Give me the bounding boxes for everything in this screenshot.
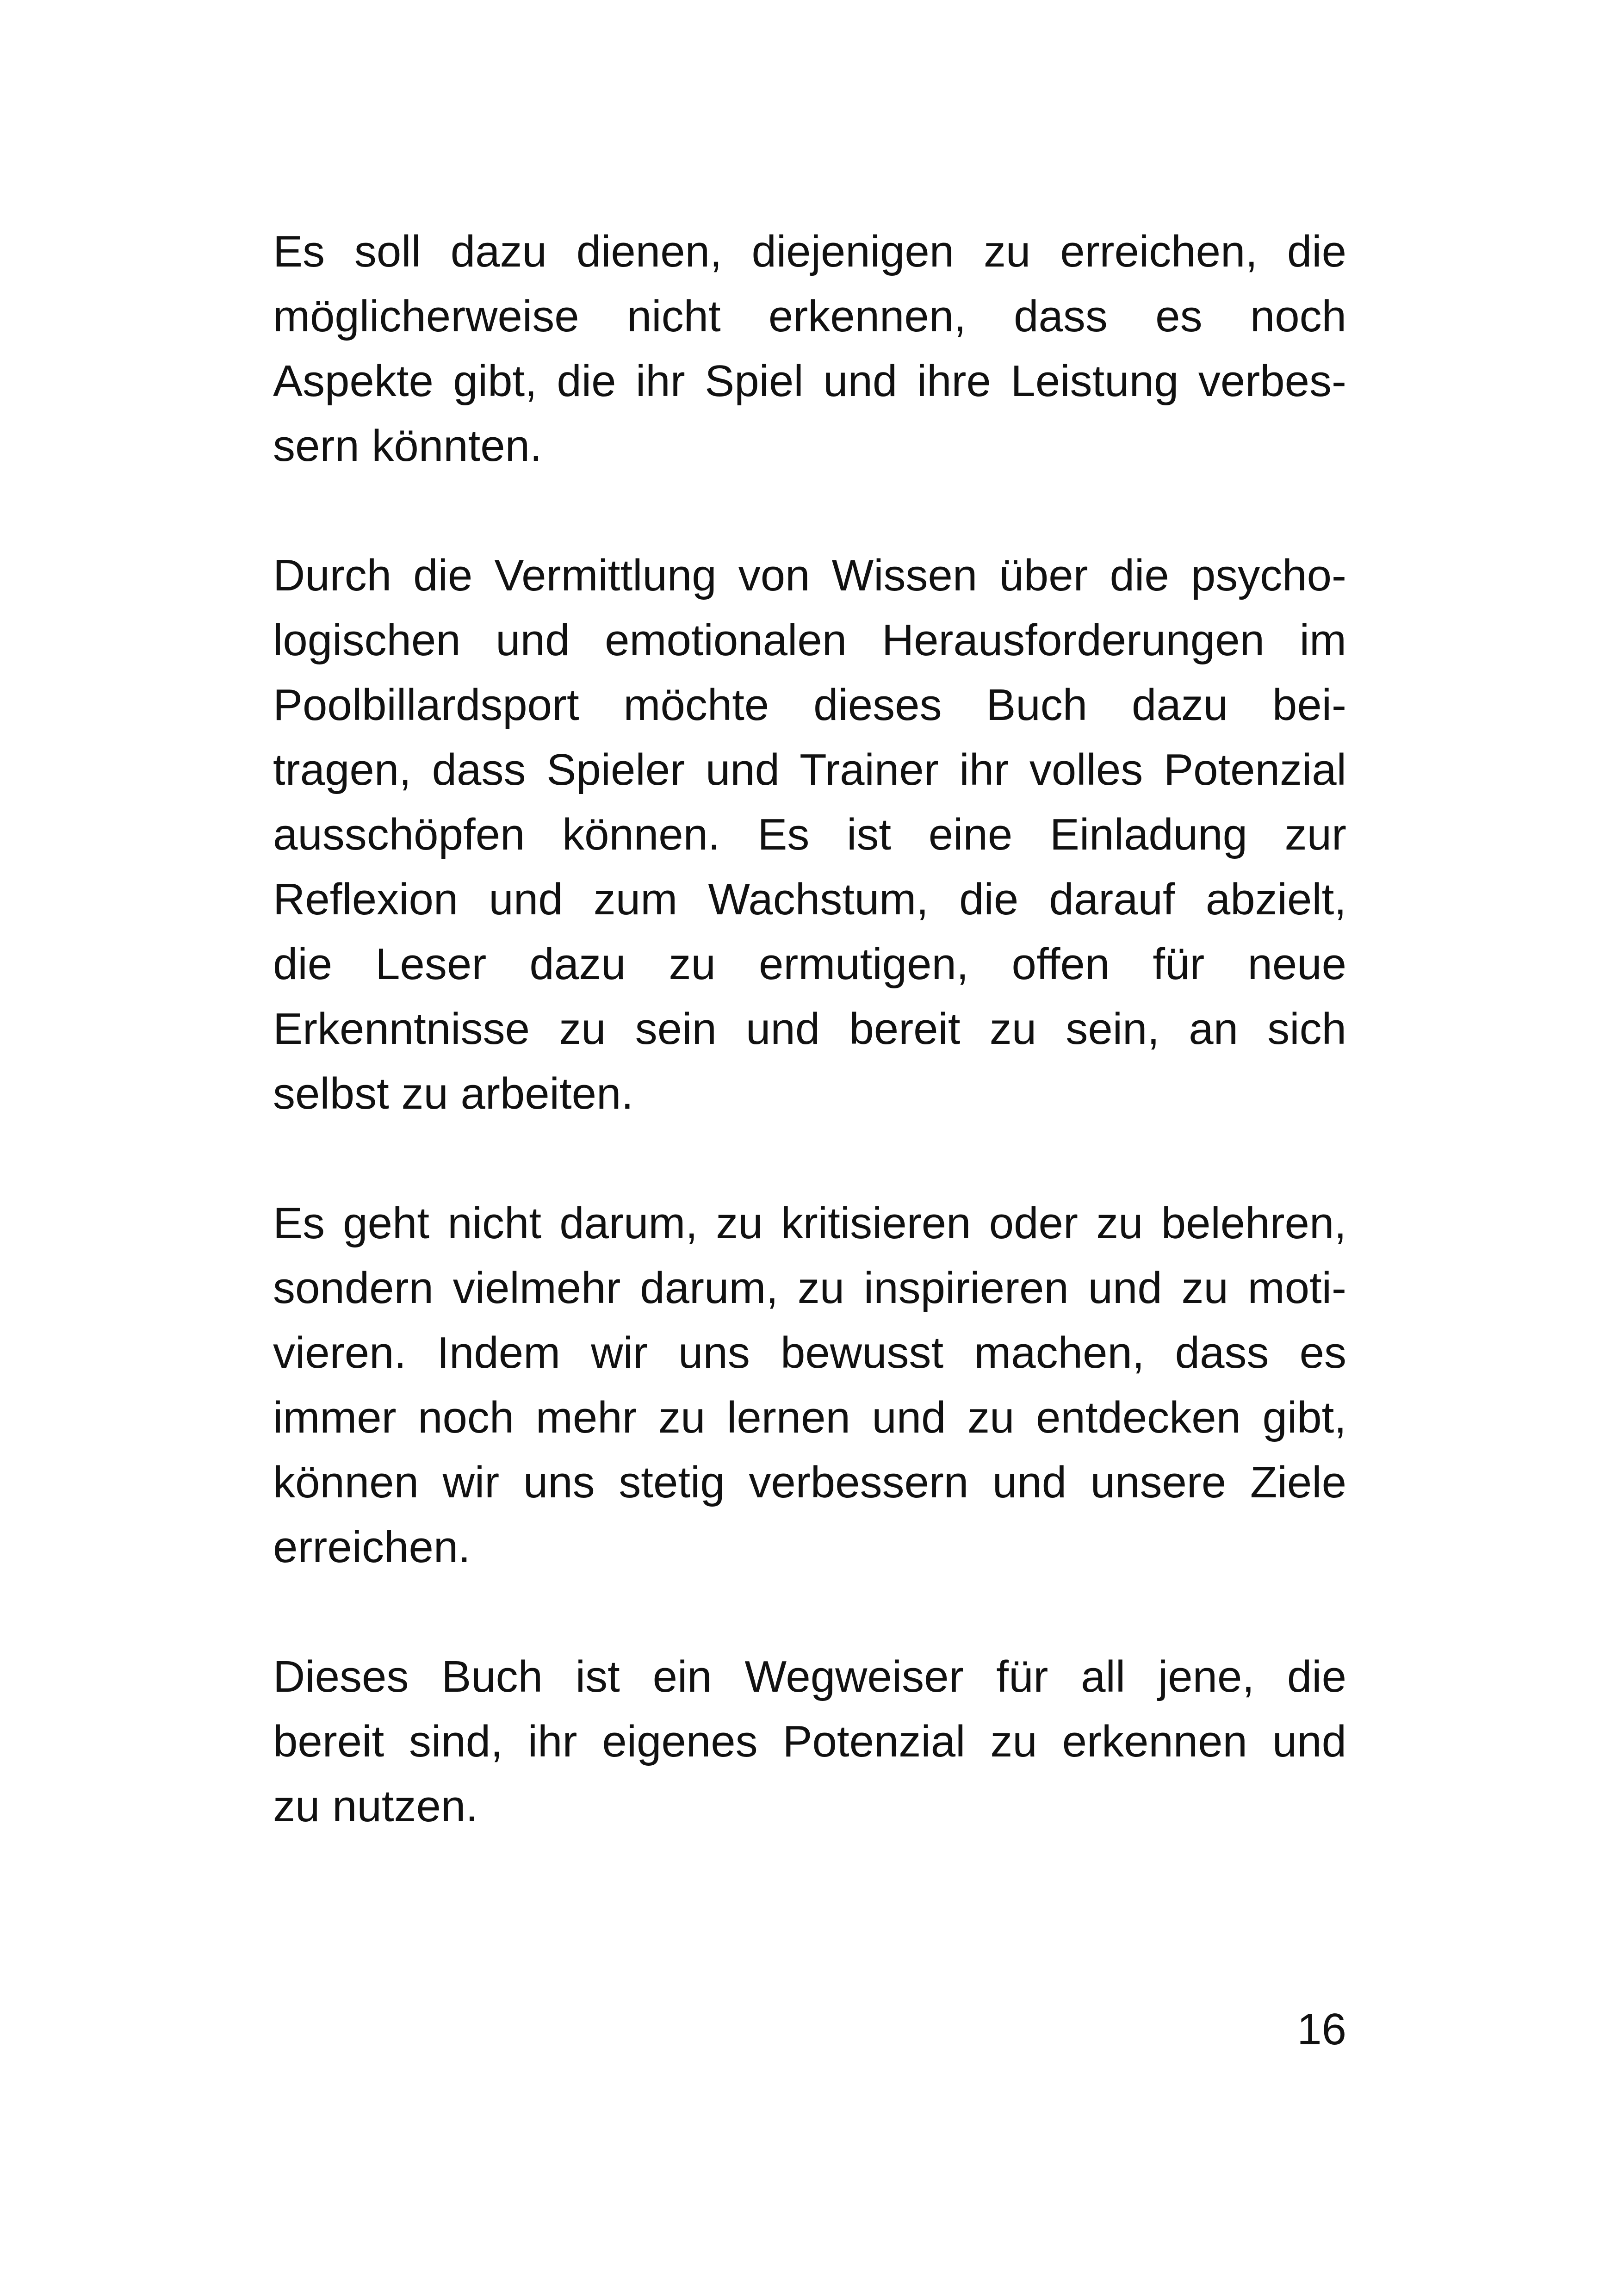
paragraph-2 bbox=[273, 543, 1346, 1126]
text-line: vieren. Indem wir uns bewusst machen, dass es bbox=[273, 1328, 1346, 1378]
paragraph-4 bbox=[273, 1644, 1346, 1839]
text-line: Poolbillardsport möchte dieses Buch dazu bei- bbox=[273, 680, 1346, 730]
text-line: zu nutzen. bbox=[273, 1781, 478, 1831]
text-line: immer noch mehr zu lernen und zu entdecken gibt, bbox=[273, 1393, 1346, 1442]
paragraph-1 bbox=[273, 219, 1346, 478]
text-line: Durch die Vermittlung von Wissen über die psycho- bbox=[273, 551, 1346, 600]
page-number: 16 bbox=[1297, 2004, 1346, 2054]
text-line: bereit sind, ihr eigenes Potenzial zu erkennen und bbox=[273, 1717, 1346, 1766]
text-line: logischen und emotionalen Herausforderungen im bbox=[273, 615, 1346, 665]
text-line: Erkenntnisse zu sein und bereit zu sein, an sich bbox=[273, 1004, 1346, 1054]
body-text bbox=[273, 219, 1346, 1904]
text-line: sondern vielmehr darum, zu inspirieren und zu moti- bbox=[273, 1263, 1346, 1313]
text-line: sern könnten. bbox=[273, 421, 542, 471]
paragraph-3 bbox=[273, 1191, 1346, 1580]
text-line: erreichen. bbox=[273, 1522, 471, 1572]
text-line: die Leser dazu zu ermutigen, offen für neue bbox=[273, 939, 1346, 989]
text-line: tragen, dass Spieler und Trainer ihr volles Potenzial bbox=[273, 745, 1346, 794]
text-line: können wir uns stetig verbessern und unsere Ziele bbox=[273, 1458, 1346, 1507]
text-line: Dieses Buch ist ein Wegweiser für all jene, die bbox=[273, 1652, 1346, 1701]
text-line: selbst zu arbeiten. bbox=[273, 1069, 634, 1118]
text-line: Es soll dazu dienen, diejenigen zu erreichen, die bbox=[273, 227, 1346, 276]
text-line: möglicherweise nicht erkennen, dass es noch bbox=[273, 292, 1346, 341]
text-line: Es geht nicht darum, zu kritisieren oder zu belehren, bbox=[273, 1198, 1346, 1248]
text-line: ausschöpfen können. Es ist eine Einladung zur bbox=[273, 810, 1346, 859]
text-line: Aspekte gibt, die ihr Spiel und ihre Leistung verbes- bbox=[273, 356, 1346, 406]
text-line: Reflexion und zum Wachstum, die darauf abzielt, bbox=[273, 875, 1346, 924]
